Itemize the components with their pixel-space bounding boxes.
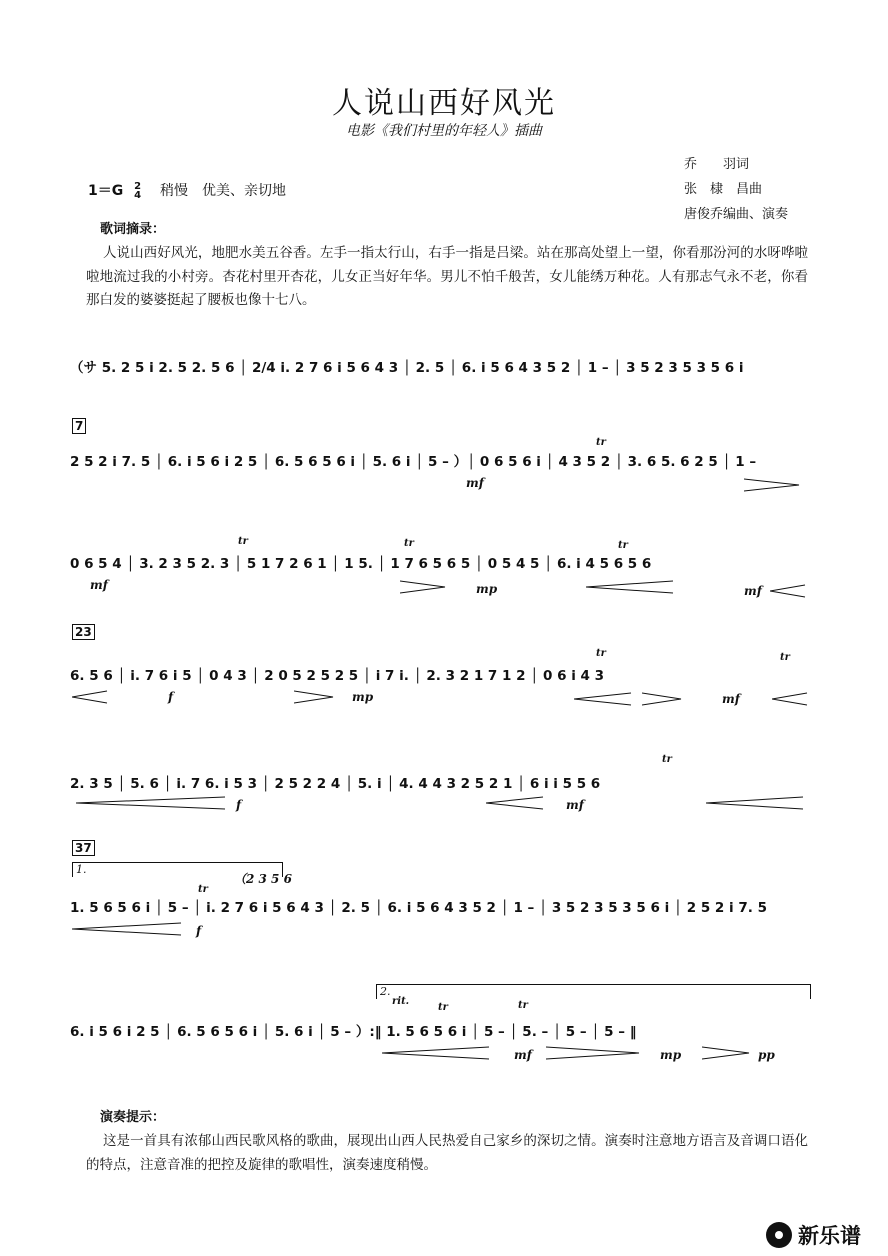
crescendo-hairpin [574,692,632,706]
lyrics-text: 人说山西好风光，地肥水美五谷香。左手一指太行山，右手一指是吕梁。站在那高处望上一望，你看那汾河的水呀哗啦啦地流过我的小村旁。杏花村里开杏花，儿女正当好年华。男儿不怕千般苦，女儿能绣万种花。人有那志气永不老，你看那白发的婆婆挺起了腰板也像十七八。 [86,245,808,308]
dynamic-mark: mf [90,578,108,592]
trill-mark: tr [238,536,248,547]
decrescendo-hairpin [702,1046,750,1060]
crescendo-hairpin [72,922,182,936]
dynamic-mark: mf [744,584,762,598]
score-line-1: （サ 5. 2 5 i 2. 5 2. 5 6 │ 2/4 i. 2 7 6 i 5 6 4 3 │ 2. 5 │ 6. i 5 6 4 3 5 2 │ 1 – │ 3 5 2 3 5 3 5 6 i [70,360,744,376]
vinyl-record-icon [766,1222,792,1248]
key-signature [88,180,286,200]
decrescendo-hairpin [546,1046,640,1060]
crescendo-hairpin [382,1046,490,1060]
score-line-3: 0 6 5 4 │ 3. 2 3 5 2. 3 │ 5 1 7 2 6 1 │ 1 5. │ 1 7 6 5 6 5 │ 0 5 4 5 │ 6. i 4 5 6 5 6 [70,556,652,572]
dynamic-mark: pp [758,1048,775,1062]
crescendo-hairpin [76,796,226,810]
score-line-7: 6. i 5 6 i 2 5 │ 6. 5 6 5 6 i │ 5. 6 i │ 5 – ）:‖ 1. 5 6 5 6 i │ 5 – │ 5. – │ 5 – │ 5 – ‖ [70,1024,637,1040]
ritardando: rit. [392,996,410,1007]
dynamic-mark: mf [566,798,584,812]
decrescendo-hairpin [642,692,682,706]
trill-mark: tr [662,754,672,765]
score-line-6: 1. 5 6 5 6 i │ 5 – │ i. 2 7 6 i 5 6 4 3 │ 2. 5 │ 6. i 5 6 4 3 5 2 │ 1 – │ 3 5 2 3 5 3 5 6 i │ 2 5 2 i 7. 5 [70,900,767,916]
lyrics-heading: 歌词摘录： [100,222,166,237]
meter-top: 2 [134,181,142,192]
trill-mark: tr [438,1002,448,1013]
key-tonic: 1＝G [88,183,124,199]
dynamic-mark: mp [476,582,498,596]
rehearsal-mark-37: 37 [72,840,95,856]
dynamic-mark: f [168,690,174,704]
logo-text: 新乐谱 [798,1224,861,1248]
dynamic-mark: mf [466,476,484,490]
trill-mark: tr [404,538,414,549]
site-logo [766,1218,886,1252]
dynamic-mark: mp [660,1048,682,1062]
trill-mark: tr [198,884,208,895]
trill-mark: tr [780,652,790,663]
lyricist-credit: 乔 羽词 [684,157,750,172]
score-line-4: 6. 5 6 │ i. 7 6 i 5 │ 0 4 3 │ 2 0 5 2 5 2 5 │ i 7 i. │ 2. 3 2 1 7 1 2 │ 0 6 i 4 3 [70,668,605,684]
rehearsal-mark-23: 23 [72,624,95,640]
trill-mark: tr [618,540,628,551]
dynamic-mark: mf [514,1048,532,1062]
grace-notes: （2 3 5 6 [234,872,292,886]
page-subtitle: 电影《我们村里的年轻人》插曲 [346,123,542,139]
meter-bottom: 4 [134,190,142,201]
dynamic-mark: f [196,924,202,938]
arranger-credit: 唐俊乔编曲、演奏 [684,207,789,222]
performance-heading: 演奏提示： [100,1110,166,1125]
rehearsal-mark-7: 7 [72,418,86,434]
dynamic-mark: mp [352,690,374,704]
performance-text: 这是一首具有浓郁山西民歌风格的歌曲，展现出山西人民热爱自己家乡的深切之情。演奏时注意地方语言及音调口语化的特点，注意音准的把控及旋律的歌唱性，演奏速度稍慢。 [86,1133,808,1173]
crescendo-hairpin [486,796,544,810]
time-signature [134,182,141,200]
dynamic-mark: f [236,798,242,812]
crescendo-hairpin [72,690,108,704]
trill-mark: tr [596,437,606,448]
composer-credit: 张 棣 昌曲 [684,182,763,197]
decrescendo-hairpin [294,690,334,704]
credits [684,152,834,227]
crescendo-hairpin [772,692,808,706]
page-title: 人说山西好风光 [332,86,556,121]
trill-mark: tr [596,648,606,659]
crescendo-hairpin [770,584,806,598]
decrescendo-hairpin [744,478,800,492]
volta-bracket-2: 2. [376,984,811,999]
trill-mark: tr [518,1000,528,1011]
crescendo-hairpin [586,580,674,594]
volta-bracket-1: 1. [72,862,283,877]
score-line-2: 2 5 2 i 7. 5 │ 6. i 5 6 i 2 5 │ 6. 5 6 5 6 i │ 5. 6 i │ 5 – ）│ 0 6 5 6 i │ 4 3 5 2 │ 3. 6 5. 6 2 5 │ 1 – [70,454,757,470]
dynamic-mark: mf [722,692,740,706]
score-line-5: 2. 3 5 │ 5. 6 │ i. 7 6. i 5 3 │ 2 5 2 2 4 │ 5. i │ 4. 4 4 3 2 5 2 1 │ 6 i i 5 5 6 [70,776,601,792]
crescendo-hairpin [706,796,804,810]
tempo-marking: 稍慢 优美、亲切地 [159,183,286,199]
decrescendo-hairpin [400,580,446,594]
